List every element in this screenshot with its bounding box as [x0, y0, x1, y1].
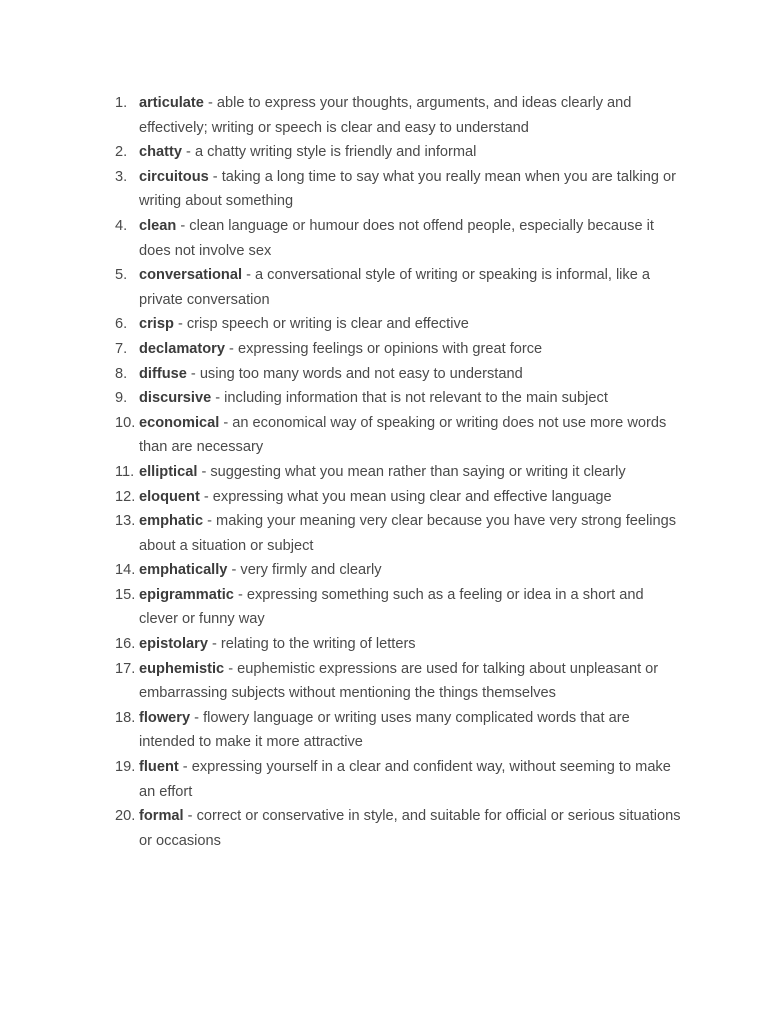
item-definition: - a chatty writing style is friendly and informal	[181, 144, 477, 161]
item-term: discursive	[139, 390, 212, 407]
item-number: 3.	[115, 168, 128, 185]
item-term: formal	[139, 808, 184, 825]
list-item	[115, 386, 685, 411]
list-item	[115, 632, 685, 657]
item-term: epistolary	[139, 636, 208, 653]
item-definition: - using too many words and not easy to understand	[186, 365, 523, 382]
item-definition: - able to express your thoughts, arguments, and ideas clearly and effectively; writing or speech is clear and easy to understand	[139, 95, 632, 136]
list-item	[115, 657, 685, 706]
item-term: economical	[139, 414, 220, 431]
item-definition: - making your meaning very clear because you have very strong feelings about a situation or subject	[139, 513, 676, 554]
item-number: 5.	[115, 267, 128, 284]
item-number: 18.	[115, 709, 136, 726]
list-item	[115, 337, 685, 362]
item-text	[139, 558, 685, 583]
item-term: chatty	[139, 144, 182, 161]
item-text	[139, 755, 685, 804]
item-text	[139, 485, 685, 510]
item-definition: - expressing something such as a feeling or idea in a short and clever or funny way	[139, 586, 644, 628]
item-number: 12.	[115, 488, 136, 505]
item-number: 16.	[115, 636, 136, 653]
item-definition: - expressing what you mean using clear and effective language	[199, 488, 612, 505]
list-item	[115, 411, 685, 460]
item-definition: - suggesting what you mean rather than saying or writing it clearly	[197, 463, 626, 480]
item-text	[139, 362, 685, 387]
item-number: 15.	[115, 586, 136, 603]
item-text	[139, 337, 685, 362]
list-item	[115, 485, 685, 510]
item-number: 19.	[115, 759, 136, 776]
item-term: epigrammatic	[139, 586, 234, 603]
item-definition: - expressing feelings or opinions with great force	[224, 340, 543, 357]
item-definition: - correct or conservative in style, and suitable for official or serious situations or occasions	[139, 808, 681, 849]
item-definition: - an economical way of speaking or writing does not use more words than are necessary	[139, 414, 667, 456]
item-term: declamatory	[139, 340, 225, 357]
item-term: crisp	[139, 316, 174, 333]
item-definition: - euphemistic expressions are used for talking about unpleasant or embarrassing subjects without mentioning the things themselves	[139, 660, 659, 702]
item-text	[139, 583, 685, 632]
list-item	[115, 312, 685, 337]
item-text	[139, 312, 685, 337]
item-definition: - very firmly and clearly	[227, 562, 382, 579]
item-term: emphatically	[139, 562, 228, 579]
item-term: circuitous	[139, 168, 209, 185]
list-item	[115, 804, 685, 853]
list-item	[115, 91, 685, 140]
item-term: articulate	[139, 95, 204, 111]
item-term: diffuse	[139, 365, 187, 382]
item-text	[139, 386, 685, 411]
item-number: 8.	[115, 365, 128, 382]
item-term: fluent	[139, 759, 179, 776]
item-term: clean	[139, 217, 177, 234]
item-text	[139, 804, 685, 853]
vocabulary-list	[115, 91, 685, 853]
list-item	[115, 558, 685, 583]
item-text	[139, 411, 685, 460]
list-item	[115, 583, 685, 632]
item-term: elliptical	[139, 463, 198, 480]
list-item	[115, 214, 685, 263]
item-term: flowery	[139, 709, 191, 726]
item-number: 10.	[115, 414, 136, 431]
item-number: 9.	[115, 390, 128, 407]
item-text	[139, 140, 685, 165]
item-number: 2.	[115, 144, 128, 161]
item-number: 17.	[115, 660, 136, 677]
item-text	[139, 460, 685, 485]
item-definition: - clean language or humour does not offend people, especially because it does not involve sex	[139, 217, 654, 259]
item-term: emphatic	[139, 513, 204, 530]
item-number: 1.	[115, 95, 128, 111]
item-text	[139, 214, 685, 263]
item-text	[139, 91, 685, 140]
item-definition: - flowery language or writing uses many complicated words that are intended to make it more attractive	[139, 709, 630, 751]
item-number: 7.	[115, 340, 128, 357]
item-definition: - a conversational style of writing or speaking is informal, like a private conversation	[139, 267, 651, 308]
item-text	[139, 657, 685, 706]
item-definition: - expressing yourself in a clear and confident way, without seeming to make an effort	[139, 759, 671, 800]
list-item	[115, 755, 685, 804]
item-text	[139, 706, 685, 755]
item-text	[139, 509, 685, 558]
item-number: 4.	[115, 217, 128, 234]
item-number: 11.	[115, 463, 135, 480]
item-definition: - crisp speech or writing is clear and effective	[173, 316, 469, 333]
item-term: eloquent	[139, 488, 200, 505]
list-item	[115, 362, 685, 387]
item-number: 6.	[115, 316, 128, 333]
item-definition: - relating to the writing of letters	[207, 636, 416, 653]
item-number: 13.	[115, 513, 136, 530]
item-term: conversational	[139, 267, 243, 284]
list-item	[115, 460, 685, 485]
item-text	[139, 263, 685, 312]
list-item	[115, 263, 685, 312]
list-item	[115, 140, 685, 165]
item-term: euphemistic	[139, 660, 225, 677]
item-text	[139, 165, 685, 214]
item-number: 20.	[115, 808, 136, 825]
list-item	[115, 706, 685, 755]
item-number: 14.	[115, 562, 136, 579]
item-text	[139, 632, 685, 657]
item-definition: - taking a long time to say what you really mean when you are talking or writing about something	[139, 168, 676, 210]
item-definition: - including information that is not relevant to the main subject	[211, 390, 608, 407]
list-item	[115, 165, 685, 214]
list-item	[115, 509, 685, 558]
